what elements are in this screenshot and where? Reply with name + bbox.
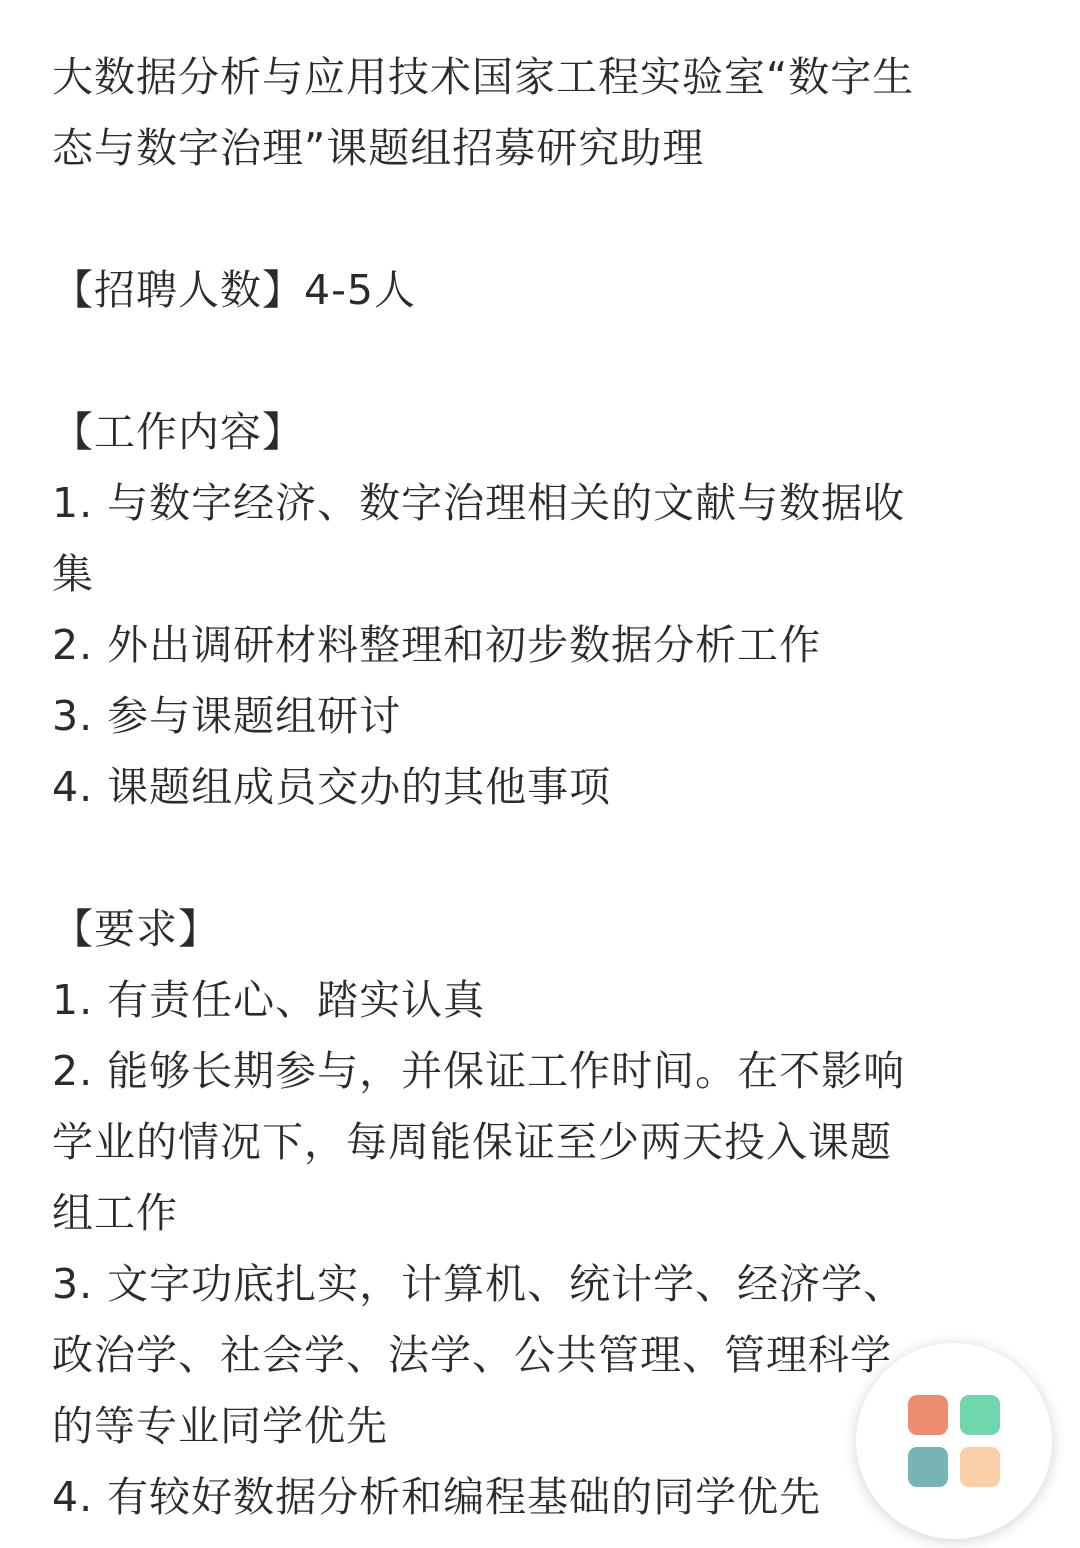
floating-app-grid-button[interactable]	[856, 1343, 1052, 1539]
list-item-line: 4. 有较好数据分析和编程基础的同学优先	[52, 1473, 822, 1521]
list-item-line: 2. 外出调研材料整理和初步数据分析工作	[52, 621, 822, 669]
list-item-line: 1. 与数字经济、数字治理相关的文献与数据收	[52, 479, 906, 527]
app-grid-tile	[908, 1447, 948, 1487]
list-item	[52, 1036, 1032, 1249]
list-item-line: 集	[52, 550, 94, 598]
app-grid-icon	[908, 1395, 1000, 1487]
duties-list	[52, 468, 1032, 823]
list-item-line: 政治学、社会学、法学、公共管理、管理科学	[52, 1331, 892, 1379]
list-item-line: 2. 能够长期参与，并保证工作时间。在不影响	[52, 1047, 906, 1095]
list-item-line: 4. 课题组成员交办的其他事项	[52, 763, 612, 811]
list-item	[52, 468, 1032, 610]
article-title	[52, 42, 1032, 184]
headcount-value: 4-5人	[304, 266, 416, 314]
list-item-line: 3. 文字功底扎实，计算机、统计学、经济学、	[52, 1260, 906, 1308]
list-item-line: 组工作	[52, 1189, 178, 1237]
list-item-line: 3. 参与课题组研讨	[52, 692, 402, 740]
app-grid-tile	[960, 1395, 1000, 1435]
list-item	[52, 681, 1032, 752]
headcount-label: 【招聘人数】	[52, 266, 304, 314]
headcount-line	[52, 255, 1032, 326]
app-grid-tile	[908, 1395, 948, 1435]
title-line: 大数据分析与应用技术国家工程实验室“数字生	[52, 53, 915, 101]
list-item-line: 1. 有责任心、踏实认真	[52, 976, 486, 1024]
list-item	[52, 610, 1032, 681]
duties-heading: 【工作内容】	[52, 408, 304, 456]
requirements-heading: 【要求】	[52, 905, 220, 953]
list-item	[52, 752, 1032, 823]
list-item-line: 学业的情况下，每周能保证至少两天投入课题	[52, 1118, 892, 1166]
list-item	[52, 965, 1032, 1036]
app-grid-tile	[960, 1447, 1000, 1487]
article-body	[52, 42, 1032, 1533]
title-line: 态与数字治理”课题组招募研究助理	[52, 124, 705, 172]
list-item-line: 的等专业同学优先	[52, 1402, 388, 1450]
